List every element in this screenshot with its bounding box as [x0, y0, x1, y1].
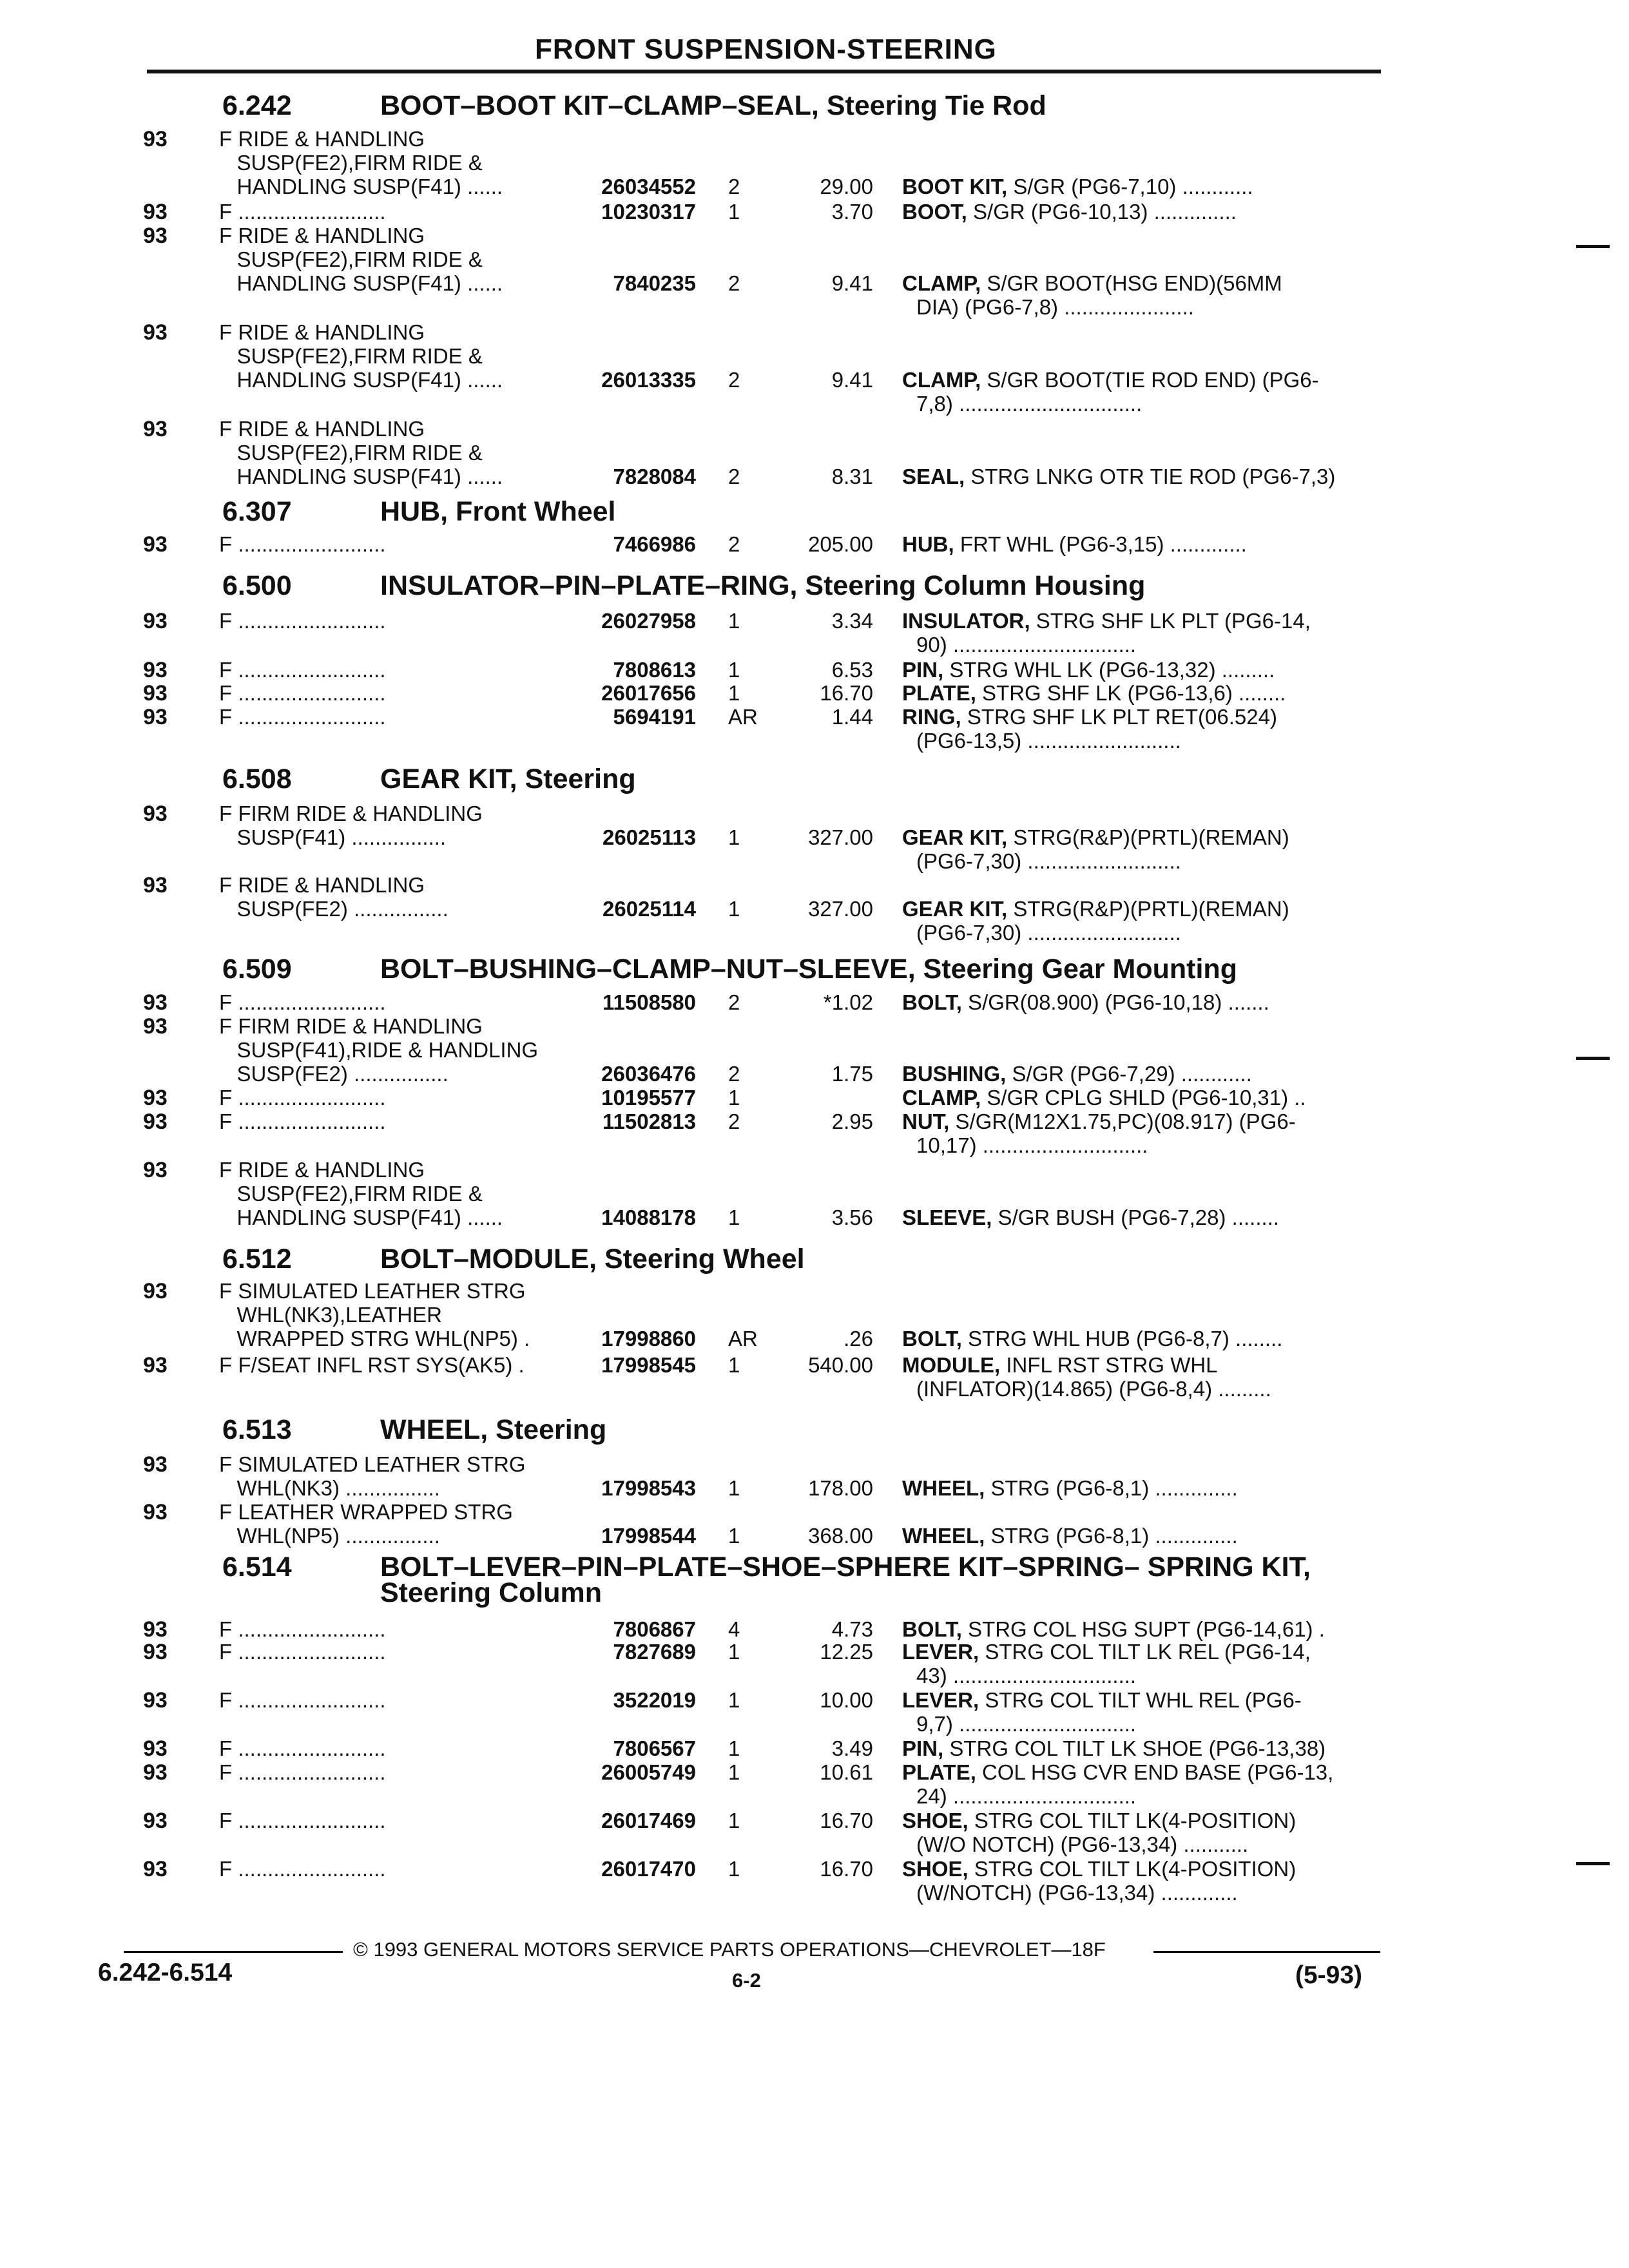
price: 3.34: [831, 609, 873, 633]
description-detail: STRG(R&P)(PRTL)(REMAN): [1007, 897, 1289, 921]
usage-text: F .........................: [219, 1760, 386, 1784]
description-continuation: 10,17) ............................: [916, 1133, 1148, 1157]
usage-text: WHL(NP5) ................: [219, 1524, 440, 1548]
part-description: [902, 1688, 1302, 1736]
quantity: 1: [728, 1736, 740, 1760]
description-name: PLATE,: [902, 1760, 976, 1784]
section-number: 6.508: [222, 764, 292, 794]
section-subtitle: Steering: [488, 1414, 607, 1445]
description-detail: STRG SHF LK (PG6-13,6) ........: [976, 681, 1286, 705]
usage-text: F .........................: [219, 681, 386, 705]
price: 4.73: [831, 1617, 873, 1641]
model-year: 93: [143, 1086, 168, 1110]
quantity: 1: [728, 1476, 740, 1500]
usage-text: F LEATHER WRAPPED STRG: [219, 1500, 513, 1524]
description-detail: S/GR(M12X1.75,PC)(08.917) (PG6-: [949, 1110, 1296, 1133]
section-number: 6.514: [222, 1552, 292, 1582]
section-title: WHEEL,: [380, 1414, 488, 1445]
price: 16.70: [820, 681, 873, 705]
description-detail: S/GR BOOT(HSG END)(56MM: [981, 271, 1282, 295]
quantity: AR: [728, 1327, 758, 1350]
section-heading: [222, 1244, 805, 1275]
model-year: 93: [143, 1640, 168, 1664]
description-name: BUSHING,: [902, 1062, 1007, 1086]
margin-tick: [1576, 1862, 1610, 1865]
section-subtitle: Steering Column Housing: [797, 570, 1146, 601]
description-detail: S/GR (PG6-7,29) ............: [1006, 1062, 1252, 1086]
usage-text: F .........................: [219, 1736, 386, 1760]
usage-text: SUSP(F41) ................: [219, 825, 447, 849]
usage-text: F .........................: [219, 1617, 386, 1641]
usage-text: F .........................: [219, 1110, 386, 1133]
section-heading: [222, 90, 1046, 122]
description-detail: S/GR CPLG SHLD (PG6-10,31) ..: [981, 1086, 1306, 1110]
description-continuation: (W/O NOTCH) (PG6-13,34) ...........: [916, 1832, 1249, 1856]
header-rule: [147, 70, 1381, 73]
model-year: 93: [143, 1688, 168, 1713]
price: 10.61: [820, 1760, 873, 1784]
usage-text: F RIDE & HANDLING: [219, 1158, 425, 1182]
description-name: SLEEVE,: [902, 1206, 992, 1229]
section-title: HUB,: [380, 496, 448, 527]
usage-text: F FIRM RIDE & HANDLING: [219, 1014, 483, 1038]
part-description: [902, 200, 1237, 224]
description-name: CLAMP,: [902, 368, 981, 392]
footer-date: (5-93): [1295, 1961, 1363, 1989]
usage-text: F .........................: [219, 1640, 386, 1664]
quantity: 1: [728, 1086, 740, 1110]
price: 9.41: [831, 368, 873, 392]
model-year: 93: [143, 224, 168, 248]
description-continuation: 9,7) ..............................: [916, 1712, 1137, 1736]
part-number: 7840235: [613, 271, 696, 295]
description-detail: COL HSG CVR END BASE (PG6-13,: [976, 1760, 1334, 1784]
price: 29.00: [820, 175, 873, 198]
description-detail: STRG WHL HUB (PG6-8,7) ........: [961, 1327, 1283, 1350]
quantity: 1: [728, 897, 740, 921]
model-year: 93: [143, 1014, 168, 1039]
usage-text: WRAPPED STRG WHL(NP5) .: [219, 1327, 530, 1350]
description-detail: S/GR (PG6-10,13) ..............: [967, 200, 1237, 224]
footer-copyright: © 1993 GENERAL MOTORS SERVICE PARTS OPERATIONS—CHEVROLET—18F: [353, 1938, 1106, 1961]
page-header-title: FRONT SUSPENSION-STEERING: [535, 34, 997, 65]
usage-text: F RIDE & HANDLING: [219, 417, 425, 441]
footer-rule-right: [1153, 1951, 1380, 1953]
description-continuation: DIA) (PG6-7,8) ......................: [916, 295, 1194, 319]
usage-text: SUSP(FE2),FIRM RIDE &: [219, 441, 483, 465]
price: 327.00: [808, 897, 873, 921]
description-detail: STRG COL TILT LK(4-POSITION): [968, 1857, 1296, 1881]
price: 8.31: [831, 465, 873, 488]
part-number: 7466986: [613, 532, 696, 556]
description-detail: STRG(R&P)(PRTL)(REMAN): [1007, 825, 1289, 849]
model-year: 93: [143, 1500, 168, 1524]
description-name: PIN,: [902, 1736, 944, 1760]
quantity: 1: [728, 609, 740, 633]
description-name: BOOT,: [902, 200, 967, 224]
part-number: 17998544: [601, 1524, 696, 1548]
price: 327.00: [808, 825, 873, 849]
model-year: 93: [143, 1452, 168, 1477]
model-year: 93: [143, 1353, 168, 1378]
price: *1.02: [823, 990, 873, 1014]
model-year: 93: [143, 127, 168, 151]
model-year: 93: [143, 1760, 168, 1785]
model-year: 93: [143, 658, 168, 682]
usage-text: F .........................: [219, 1688, 386, 1712]
model-year: 93: [143, 320, 168, 345]
part-number: 26005749: [601, 1760, 696, 1784]
section-heading: [222, 570, 1145, 602]
section-number: 6.307: [222, 496, 292, 527]
description-detail: STRG COL TILT LK(4-POSITION): [968, 1809, 1296, 1832]
description-name: BOOT KIT,: [902, 175, 1008, 198]
description-name: LEVER,: [902, 1640, 979, 1664]
price: 10.00: [820, 1688, 873, 1712]
quantity: 1: [728, 1206, 740, 1229]
footer-page-number: 6-2: [732, 1969, 761, 1992]
price: .26: [843, 1327, 873, 1350]
quantity: 1: [728, 200, 740, 224]
usage-text: HANDLING SUSP(F41) ......: [219, 1206, 503, 1229]
model-year: 93: [143, 532, 168, 557]
description-continuation: 43) ...............................: [916, 1664, 1137, 1687]
model-year: 93: [143, 417, 168, 441]
part-description: [902, 1736, 1325, 1760]
quantity: 1: [728, 681, 740, 705]
model-year: 93: [143, 681, 168, 706]
usage-text: SUSP(FE2) ................: [219, 897, 448, 921]
model-year: 93: [143, 609, 168, 633]
quantity: 2: [728, 990, 740, 1014]
description-name: NUT,: [902, 1110, 950, 1133]
price: 3.49: [831, 1736, 873, 1760]
description-continuation: (INFLATOR)(14.865) (PG6-8,4) .........: [916, 1377, 1271, 1401]
description-detail: S/GR BOOT(TIE ROD END) (PG6-: [981, 368, 1319, 392]
usage-text: SUSP(F41),RIDE & HANDLING: [219, 1038, 539, 1062]
model-year: 93: [143, 1857, 168, 1881]
section-subtitle: Steering Gear Mounting: [915, 954, 1237, 985]
usage-text: F .........................: [219, 1086, 386, 1110]
price: 6.53: [831, 658, 873, 682]
description-detail: STRG SHF LK PLT (PG6-14,: [1030, 609, 1311, 633]
section-title: INSULATOR–PIN–PLATE–RING,: [380, 570, 798, 601]
margin-tick: [1576, 245, 1610, 248]
description-detail: S/GR (PG6-7,10) ............: [1007, 175, 1253, 198]
quantity: 1: [728, 1688, 740, 1712]
section-number: 6.242: [222, 90, 292, 121]
model-year: 93: [143, 1110, 168, 1134]
quantity: 1: [728, 658, 740, 682]
description-detail: S/GR(08.900) (PG6-10,18) .......: [961, 990, 1269, 1014]
section-heading: [222, 1414, 606, 1446]
model-year: 93: [143, 1158, 168, 1182]
part-description: [902, 1760, 1333, 1808]
part-description: [902, 1640, 1311, 1687]
model-year: 93: [143, 1279, 168, 1303]
price: 3.56: [831, 1206, 873, 1229]
usage-text: F RIDE & HANDLING: [219, 320, 425, 344]
price: 178.00: [808, 1476, 873, 1500]
part-number: 26017469: [601, 1809, 696, 1832]
quantity: 1: [728, 1809, 740, 1832]
footer-section-range: 6.242-6.514: [98, 1959, 233, 1986]
description-name: PLATE,: [902, 681, 976, 705]
description-continuation: 90) ...............................: [916, 633, 1137, 657]
description-detail: INFL RST STRG WHL: [1000, 1353, 1218, 1377]
price: 540.00: [808, 1353, 873, 1377]
description-continuation: 24) ...............................: [916, 1784, 1137, 1808]
part-description: [902, 1476, 1238, 1500]
description-detail: STRG WHL LK (PG6-13,32) .........: [943, 658, 1275, 682]
price: 2.95: [831, 1110, 873, 1133]
part-description: [902, 1617, 1325, 1641]
part-number: 7827689: [613, 1640, 696, 1664]
description-name: SHOE,: [902, 1857, 969, 1881]
model-year: 93: [143, 1736, 168, 1761]
usage-text: F .........................: [219, 658, 386, 682]
description-name: WHEEL,: [902, 1524, 985, 1548]
section-heading: [222, 764, 636, 795]
part-number: 7806567: [613, 1736, 696, 1760]
description-detail: FRT WHL (PG6-3,15) .............: [954, 532, 1247, 556]
description-name: LEVER,: [902, 1688, 979, 1712]
description-continuation: (PG6-7,30) ..........................: [916, 921, 1181, 945]
quantity: 2: [728, 175, 740, 198]
part-description: [902, 465, 1335, 488]
quantity: 1: [728, 1640, 740, 1664]
description-name: WHEEL,: [902, 1476, 985, 1500]
description-name: MODULE,: [902, 1353, 1001, 1377]
model-year: 93: [143, 1809, 168, 1833]
usage-text: F SIMULATED LEATHER STRG: [219, 1452, 526, 1476]
part-description: [902, 1857, 1296, 1905]
section-subtitle: Front Wheel: [448, 496, 616, 527]
description-continuation: (W/NOTCH) (PG6-13,34) .............: [916, 1881, 1238, 1905]
quantity: 2: [728, 368, 740, 392]
section-title: BOLT–MODULE,: [380, 1244, 597, 1274]
section-subtitle: Steering Column: [380, 1577, 602, 1608]
usage-text: SUSP(FE2) ................: [219, 1062, 448, 1086]
usage-text: SUSP(FE2),FIRM RIDE &: [219, 1182, 483, 1206]
description-name: SHOE,: [902, 1809, 969, 1832]
part-description: [902, 1327, 1282, 1350]
usage-text: SUSP(FE2),FIRM RIDE &: [219, 247, 483, 271]
part-number: 17998543: [601, 1476, 696, 1500]
model-year: 93: [143, 802, 168, 826]
description-continuation: (PG6-13,5) ..........................: [916, 729, 1181, 753]
price: 1.44: [831, 705, 873, 729]
price: 9.41: [831, 271, 873, 295]
usage-text: F .........................: [219, 705, 386, 729]
description-detail: STRG (PG6-8,1) ..............: [985, 1524, 1238, 1548]
part-description: [902, 175, 1253, 198]
quantity: 1: [728, 1353, 740, 1377]
part-description: [902, 1062, 1252, 1086]
description-detail: STRG COL TILT LK SHOE (PG6-13,38): [943, 1736, 1326, 1760]
description-detail: STRG COL HSG SUPT (PG6-14,61) .: [961, 1617, 1325, 1641]
price: 16.70: [820, 1857, 873, 1881]
part-description: [902, 1353, 1271, 1401]
part-number: 10230317: [601, 200, 696, 224]
description-detail: STRG COL TILT WHL REL (PG6-: [979, 1688, 1302, 1712]
section-heading: [222, 1554, 1311, 1606]
description-name: SEAL,: [902, 465, 965, 488]
usage-text: F RIDE & HANDLING: [219, 224, 425, 247]
description-name: GEAR KIT,: [902, 825, 1008, 849]
usage-text: F F/SEAT INFL RST SYS(AK5) .: [219, 1353, 525, 1377]
model-year: 93: [143, 990, 168, 1015]
section-heading: [222, 954, 1237, 985]
part-number: 26034552: [601, 175, 696, 198]
part-number: 7808613: [613, 658, 696, 682]
part-description: [902, 609, 1311, 657]
part-description: [902, 368, 1319, 416]
quantity: 2: [728, 465, 740, 488]
price: 3.70: [831, 200, 873, 224]
section-subtitle: Steering: [517, 764, 636, 794]
part-number: 10195577: [601, 1086, 696, 1110]
usage-text: F .........................: [219, 200, 386, 224]
part-number: 17998545: [601, 1353, 696, 1377]
section-title: BOLT–LEVER–PIN–PLATE–SHOE–SPHERE KIT–SPRING– SPRING KIT,: [380, 1552, 1311, 1582]
quantity: 4: [728, 1617, 740, 1641]
part-number: 26025114: [602, 897, 696, 921]
section-subtitle: Steering Wheel: [597, 1244, 805, 1274]
description-name: BOLT,: [902, 1327, 962, 1350]
part-description: [902, 532, 1247, 556]
description-detail: STRG LNKG OTR TIE ROD (PG6-7,3): [965, 465, 1336, 488]
part-description: [902, 897, 1289, 945]
part-number: 7828084: [613, 465, 696, 488]
usage-text: F .........................: [219, 532, 386, 556]
usage-text: F .........................: [219, 1857, 386, 1881]
usage-text: SUSP(FE2),FIRM RIDE &: [219, 344, 483, 368]
quantity: 2: [728, 532, 740, 556]
part-number: 11508580: [602, 990, 696, 1014]
description-detail: STRG COL TILT LK REL (PG6-14,: [979, 1640, 1311, 1664]
part-description: [902, 1524, 1238, 1548]
usage-text: F .........................: [219, 609, 386, 633]
description-name: HUB,: [902, 532, 954, 556]
part-number: 14088178: [601, 1206, 696, 1229]
usage-text: F RIDE & HANDLING: [219, 873, 425, 897]
part-number: 26017656: [601, 681, 696, 705]
description-name: BOLT,: [902, 990, 962, 1014]
description-name: BOLT,: [902, 1617, 962, 1641]
quantity: 1: [728, 1760, 740, 1784]
price: 205.00: [808, 532, 873, 556]
part-description: [902, 1809, 1296, 1856]
part-number: 26013335: [601, 368, 696, 392]
part-description: [902, 1086, 1306, 1110]
section-title: BOLT–BUSHING–CLAMP–NUT–SLEEVE,: [380, 954, 916, 985]
part-number: 3522019: [613, 1688, 696, 1712]
description-continuation: (PG6-7,30) ..........................: [916, 849, 1181, 873]
usage-text: HANDLING SUSP(F41) ......: [219, 465, 503, 488]
part-description: [902, 705, 1277, 753]
part-description: [902, 681, 1286, 705]
quantity: AR: [728, 705, 758, 729]
part-number: 26027958: [601, 609, 696, 633]
description-detail: S/GR BUSH (PG6-7,28) ........: [992, 1206, 1280, 1229]
quantity: 1: [728, 1524, 740, 1548]
section-heading: [222, 496, 615, 528]
quantity: 2: [728, 1062, 740, 1086]
section-title: BOOT–BOOT KIT–CLAMP–SEAL,: [380, 90, 819, 121]
section-number: 6.509: [222, 954, 292, 985]
price: 16.70: [820, 1809, 873, 1832]
description-continuation: 7,8) ...............................: [916, 392, 1142, 416]
description-name: GEAR KIT,: [902, 897, 1008, 921]
quantity: 2: [728, 271, 740, 295]
part-description: [902, 1206, 1279, 1229]
model-year: 93: [143, 200, 168, 224]
description-detail: STRG SHF LK PLT RET(06.524): [961, 705, 1277, 729]
margin-tick: [1576, 1057, 1610, 1060]
usage-text: F .........................: [219, 1809, 386, 1832]
part-description: [902, 825, 1289, 873]
usage-text: SUSP(FE2),FIRM RIDE &: [219, 151, 483, 175]
footer-rule-left: [124, 1951, 343, 1953]
part-number: 11502813: [602, 1110, 696, 1133]
part-number: 26025113: [602, 825, 696, 849]
usage-text: WHL(NK3),LEATHER: [219, 1303, 442, 1327]
quantity: 2: [728, 1110, 740, 1133]
part-number: 17998860: [601, 1327, 696, 1350]
description-name: CLAMP,: [902, 271, 981, 295]
description-name: INSULATOR,: [902, 609, 1030, 633]
usage-text: HANDLING SUSP(F41) ......: [219, 175, 503, 198]
price: 1.75: [831, 1062, 873, 1086]
part-description: [902, 271, 1282, 319]
usage-text: HANDLING SUSP(F41) ......: [219, 368, 503, 392]
section-number: 6.513: [222, 1414, 292, 1445]
usage-text: WHL(NK3) ................: [219, 1476, 440, 1500]
model-year: 93: [143, 705, 168, 729]
section-number: 6.500: [222, 570, 292, 601]
part-number: 26017470: [601, 1857, 696, 1881]
model-year: 93: [143, 1617, 168, 1642]
quantity: 1: [728, 825, 740, 849]
part-number: 7806867: [613, 1617, 696, 1641]
part-description: [902, 1110, 1296, 1157]
usage-text: F .........................: [219, 990, 386, 1014]
part-number: 5694191: [613, 705, 696, 729]
quantity: 1: [728, 1857, 740, 1881]
usage-text: HANDLING SUSP(F41) ......: [219, 271, 503, 295]
description-name: RING,: [902, 705, 961, 729]
section-number: 6.512: [222, 1244, 292, 1274]
part-description: [902, 658, 1275, 682]
description-name: CLAMP,: [902, 1086, 981, 1110]
description-detail: STRG (PG6-8,1) ..............: [985, 1476, 1238, 1500]
section-subtitle: Steering Tie Rod: [818, 90, 1046, 121]
section-title: GEAR KIT,: [380, 764, 517, 794]
description-name: PIN,: [902, 658, 944, 682]
price: 12.25: [820, 1640, 873, 1664]
price: 368.00: [808, 1524, 873, 1548]
part-description: [902, 990, 1269, 1014]
part-number: 26036476: [601, 1062, 696, 1086]
usage-text: F FIRM RIDE & HANDLING: [219, 802, 483, 825]
usage-text: F SIMULATED LEATHER STRG: [219, 1279, 526, 1303]
model-year: 93: [143, 873, 168, 898]
usage-text: F RIDE & HANDLING: [219, 127, 425, 151]
